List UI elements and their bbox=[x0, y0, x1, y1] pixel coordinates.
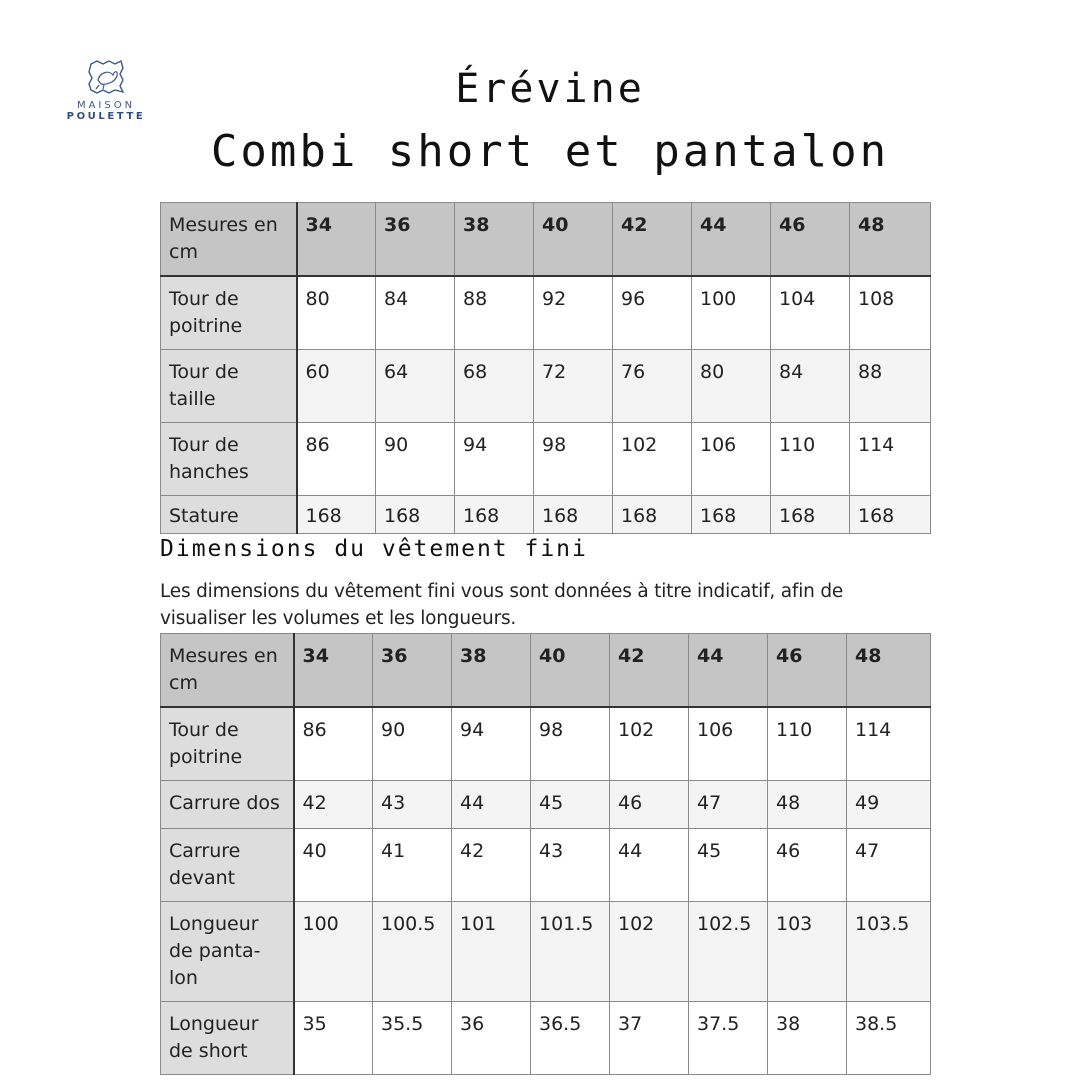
size-header: 44 bbox=[689, 634, 768, 708]
table-row bbox=[161, 781, 931, 829]
row-label: Tour de taille bbox=[161, 350, 297, 423]
table-cell: 47 bbox=[689, 781, 768, 829]
table-cell: 103.5 bbox=[847, 902, 931, 1002]
table-cell: 100 bbox=[294, 902, 373, 1002]
table-cell: 64 bbox=[376, 350, 455, 423]
table-cell: 102.5 bbox=[689, 902, 768, 1002]
table-cell: 38.5 bbox=[847, 1002, 931, 1075]
table-cell: 41 bbox=[373, 829, 452, 902]
table-cell: 114 bbox=[847, 707, 931, 781]
pattern-name: Érévine bbox=[455, 66, 645, 112]
table-cell: 98 bbox=[531, 707, 610, 781]
section-intro: Les dimensions du vêtement fini vous sont données à titre indicatif, afin de visualiser les volumes et les longueurs. bbox=[160, 581, 844, 629]
size-header: 46 bbox=[771, 203, 850, 277]
table-cell: 80 bbox=[297, 276, 376, 350]
table-row bbox=[161, 423, 931, 496]
table-cell: 36.5 bbox=[531, 1002, 610, 1075]
table-cell: 60 bbox=[297, 350, 376, 423]
table-cell: 84 bbox=[376, 276, 455, 350]
size-header: 48 bbox=[850, 203, 931, 277]
table-cell: 114 bbox=[850, 423, 931, 496]
table-cell: 92 bbox=[534, 276, 613, 350]
row-label: Stature bbox=[161, 496, 297, 534]
table-cell: 43 bbox=[531, 829, 610, 902]
page-title: Combi short et pantalon bbox=[210, 126, 890, 177]
table-cell: 49 bbox=[847, 781, 931, 829]
table-cell: 102 bbox=[610, 707, 689, 781]
table-row bbox=[161, 350, 931, 423]
table-cell: 80 bbox=[692, 350, 771, 423]
size-header: 48 bbox=[847, 634, 931, 708]
table-cell: 35 bbox=[294, 1002, 373, 1075]
table-cell: 106 bbox=[689, 707, 768, 781]
body-measurements-table bbox=[160, 202, 931, 534]
header-label: Mesures en cm bbox=[161, 203, 297, 277]
table-cell: 37 bbox=[610, 1002, 689, 1075]
size-header: 34 bbox=[294, 634, 373, 708]
table-cell: 46 bbox=[610, 781, 689, 829]
table-cell: 168 bbox=[771, 496, 850, 534]
table-cell: 168 bbox=[455, 496, 534, 534]
table-cell: 40 bbox=[294, 829, 373, 902]
table-row bbox=[161, 1002, 931, 1075]
table-cell: 86 bbox=[297, 423, 376, 496]
table-cell: 98 bbox=[534, 423, 613, 496]
table-cell: 44 bbox=[452, 781, 531, 829]
table-cell: 106 bbox=[692, 423, 771, 496]
table-cell: 35.5 bbox=[373, 1002, 452, 1075]
logo-line-2: POULETTE bbox=[66, 111, 146, 122]
table-cell: 100 bbox=[692, 276, 771, 350]
table-cell: 42 bbox=[452, 829, 531, 902]
table-cell: 94 bbox=[452, 707, 531, 781]
size-header: 40 bbox=[534, 203, 613, 277]
table-cell: 48 bbox=[768, 781, 847, 829]
size-header: 38 bbox=[452, 634, 531, 708]
row-label: Longueur de short bbox=[161, 1002, 294, 1075]
size-header: 46 bbox=[768, 634, 847, 708]
table-cell: 84 bbox=[771, 350, 850, 423]
table-cell: 102 bbox=[610, 902, 689, 1002]
hen-logo-icon bbox=[85, 58, 127, 96]
table-cell: 88 bbox=[455, 276, 534, 350]
table-cell: 100.5 bbox=[373, 902, 452, 1002]
size-header: 44 bbox=[692, 203, 771, 277]
size-header: 38 bbox=[455, 203, 534, 277]
table-header-row bbox=[161, 203, 931, 277]
table-cell: 45 bbox=[689, 829, 768, 902]
table-cell: 168 bbox=[692, 496, 771, 534]
row-label: Longueur de panta-lon bbox=[161, 902, 294, 1002]
table-cell: 104 bbox=[771, 276, 850, 350]
header-label: Mesures en cm bbox=[161, 634, 294, 708]
table-row bbox=[161, 496, 931, 534]
size-header: 42 bbox=[613, 203, 692, 277]
table-cell: 110 bbox=[771, 423, 850, 496]
table-cell: 94 bbox=[455, 423, 534, 496]
size-header: 42 bbox=[610, 634, 689, 708]
table-cell: 101 bbox=[452, 902, 531, 1002]
table-cell: 168 bbox=[850, 496, 931, 534]
table-cell: 76 bbox=[613, 350, 692, 423]
section-heading: Dimensions du vêtement fini bbox=[160, 536, 588, 562]
size-header: 36 bbox=[373, 634, 452, 708]
table-cell: 168 bbox=[534, 496, 613, 534]
table-cell: 96 bbox=[613, 276, 692, 350]
table-cell: 110 bbox=[768, 707, 847, 781]
table-cell: 90 bbox=[376, 423, 455, 496]
table-cell: 38 bbox=[768, 1002, 847, 1075]
table-cell: 103 bbox=[768, 902, 847, 1002]
table-cell: 90 bbox=[373, 707, 452, 781]
table-cell: 108 bbox=[850, 276, 931, 350]
size-header: 36 bbox=[376, 203, 455, 277]
table-header-row bbox=[161, 634, 931, 708]
table-row bbox=[161, 276, 931, 350]
table-cell: 88 bbox=[850, 350, 931, 423]
table-row bbox=[161, 902, 931, 1002]
size-header: 40 bbox=[531, 634, 610, 708]
table-cell: 168 bbox=[613, 496, 692, 534]
table-cell: 43 bbox=[373, 781, 452, 829]
table-cell: 102 bbox=[613, 423, 692, 496]
table-cell: 37.5 bbox=[689, 1002, 768, 1075]
finished-garment-table bbox=[160, 633, 931, 1075]
table-cell: 101.5 bbox=[531, 902, 610, 1002]
row-label: Tour de hanches bbox=[161, 423, 297, 496]
row-label: Tour de poitrine bbox=[161, 707, 294, 781]
table-cell: 168 bbox=[376, 496, 455, 534]
table-cell: 86 bbox=[294, 707, 373, 781]
row-label: Carrure devant bbox=[161, 829, 294, 902]
logo-line-1: MAISON bbox=[76, 100, 136, 111]
row-label: Carrure dos bbox=[161, 781, 294, 829]
table-cell: 68 bbox=[455, 350, 534, 423]
table-cell: 36 bbox=[452, 1002, 531, 1075]
table-cell: 46 bbox=[768, 829, 847, 902]
table-cell: 168 bbox=[297, 496, 376, 534]
table-cell: 42 bbox=[294, 781, 373, 829]
size-header: 34 bbox=[297, 203, 376, 277]
table-cell: 44 bbox=[610, 829, 689, 902]
table-row bbox=[161, 829, 931, 902]
table-cell: 45 bbox=[531, 781, 610, 829]
table-cell: 47 bbox=[847, 829, 931, 902]
brand-logo bbox=[50, 58, 162, 122]
row-label: Tour de poitrine bbox=[161, 276, 297, 350]
table-row bbox=[161, 707, 931, 781]
table-cell: 72 bbox=[534, 350, 613, 423]
